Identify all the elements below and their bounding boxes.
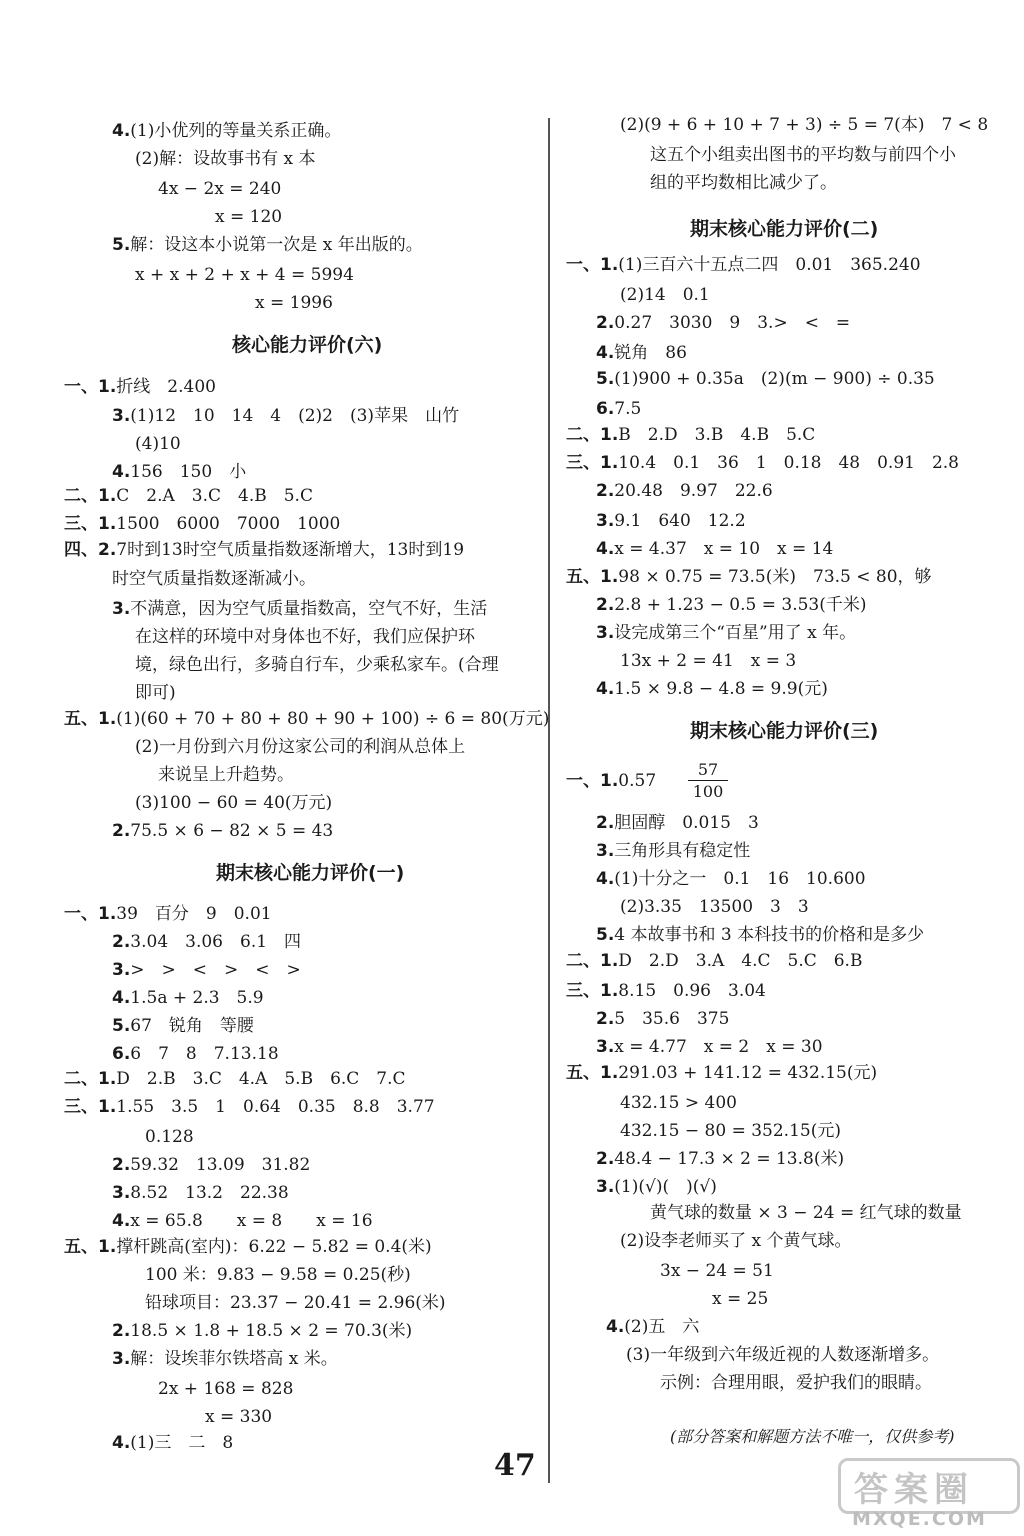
answer-text: (1)三百六十五点二四 0.01 365.240	[618, 255, 921, 275]
answer-line	[566, 978, 766, 1004]
answer-line	[112, 1013, 254, 1039]
answer-line	[596, 866, 866, 892]
answer-text: 432.15 − 80 = 352.15(元)	[620, 1121, 841, 1141]
item-number: 4.	[606, 1317, 625, 1337]
answer-line	[566, 768, 656, 794]
answer-line	[145, 1124, 194, 1150]
answer-text: (1)900 + 0.35a (2)(m − 900) ÷ 0.35	[614, 369, 935, 389]
answer-text: 设完成第三个“百星”用了 x 年。	[614, 623, 857, 643]
answer-text: 组的平均数相比减少了。	[650, 173, 837, 193]
item-number: 4.	[112, 988, 131, 1008]
answer-text: (2)解：设故事书有 x 本	[135, 149, 316, 169]
answer-text: > > < > < >	[130, 960, 301, 980]
item-number: 二、1.	[566, 951, 619, 971]
answer-text: (1)小优列的等量关系正确。	[130, 121, 342, 141]
answer-text: 胆固醇 0.015 3	[614, 813, 759, 833]
answer-text: (1)12 10 14 4 (2)2 (3)苹果 山竹	[130, 406, 460, 426]
answer-text: 0.27 3030 9 3.> < =	[614, 313, 851, 333]
answer-text: 三角形具有稳定性	[614, 841, 751, 861]
item-number: 4.	[112, 462, 131, 482]
fraction-denominator: 100	[692, 782, 724, 801]
answer-line	[596, 1006, 729, 1032]
answer-line	[255, 290, 333, 316]
answer-line	[135, 624, 475, 650]
answer-line	[112, 929, 301, 955]
answer-line	[566, 450, 959, 476]
answer-text: 1500 6000 7000 1000	[116, 514, 341, 534]
answer-line	[626, 1342, 939, 1368]
answer-text: D 2.D 3.A 4.C 5.C 6.B	[618, 951, 863, 971]
answer-line	[620, 282, 710, 308]
answer-line	[145, 1290, 446, 1316]
item-number: 一、1.	[566, 771, 619, 791]
answer-text: 3x − 24 = 51	[660, 1261, 774, 1281]
answer-line	[64, 706, 549, 732]
item-number: 2.	[112, 1155, 131, 1175]
answer-line	[596, 1174, 717, 1200]
item-number: 4.	[112, 1211, 131, 1231]
answer-line	[112, 1152, 310, 1178]
reference-note: (部分答案和解题方法不唯一，仅供参考)	[670, 1427, 955, 1446]
answer-text: 2x + 168 = 828	[158, 1379, 294, 1399]
answer-text: 0.128	[145, 1127, 194, 1147]
answer-text: 即可)	[135, 683, 176, 703]
answer-line	[596, 838, 750, 864]
answer-line	[660, 1370, 932, 1396]
answer-line	[64, 483, 313, 509]
answer-line	[596, 508, 746, 534]
answer-text: x = 65.8 x = 8 x = 16	[130, 1211, 373, 1231]
answer-text: 境，绿色出行，多骑自行车，少乘私家车。(合理	[135, 655, 499, 675]
answer-text: 1.55 3.5 1 0.64 0.35 8.8 3.77	[116, 1097, 435, 1117]
answer-line	[566, 252, 921, 278]
item-number: 6.	[112, 1044, 131, 1064]
answer-text: 在这样的环境中对身体也不好，我们应保护环	[135, 627, 475, 647]
answer-line	[158, 1376, 293, 1402]
answer-line	[620, 648, 796, 674]
answer-line	[135, 734, 465, 760]
answer-text: (1)(60 + 70 + 80 + 80 + 90 + 100) ÷ 6 = 80(万元)	[116, 709, 550, 729]
answer-text: 67 锐角 等腰	[130, 1016, 254, 1036]
item-number: 一、1.	[64, 377, 117, 397]
section-title: 核心能力评价(六)	[232, 334, 383, 356]
answer-text: (3)一年级到六年级近视的人数逐渐增多。	[626, 1345, 940, 1365]
item-number: 5.	[596, 369, 615, 389]
answer-line	[112, 566, 316, 592]
answer-line	[145, 1262, 411, 1288]
answer-line	[620, 1090, 737, 1116]
answer-text: 98 × 0.75 = 73.5(米) 73.5 < 80，够	[618, 567, 932, 587]
fraction-numerator: 57	[697, 760, 719, 779]
answer-text: 18.5 × 1.8 + 18.5 × 2 = 70.3(米)	[130, 1321, 413, 1341]
answer-line	[135, 790, 332, 816]
answer-text: (2)(9 + 6 + 10 + 7 + 3) ÷ 5 = 7(本) 7 < 8	[620, 115, 989, 135]
item-number: 五、1.	[566, 567, 619, 587]
answer-text: 撑杆跳高(室内)：6.22 − 5.82 = 0.4(米)	[116, 1237, 432, 1257]
item-number: 3.	[596, 841, 615, 861]
answer-text: B 2.D 3.B 4.B 5.C	[618, 425, 816, 445]
item-number: 一、1.	[64, 904, 117, 924]
answer-text: (1)(√)( )(√)	[614, 1177, 717, 1197]
answer-text: 59.32 13.09 31.82	[130, 1155, 311, 1175]
answer-line	[650, 142, 956, 168]
answer-line	[215, 204, 282, 230]
fraction-bar	[688, 780, 728, 781]
answer-text: 7时到13时空气质量指数逐渐增大，13时到19	[116, 540, 465, 560]
item-number: 4.	[112, 1433, 131, 1453]
answer-line	[205, 1404, 272, 1430]
answer-line	[112, 1430, 233, 1456]
answer-line	[566, 564, 932, 590]
answer-line	[596, 478, 773, 504]
answer-line	[620, 894, 809, 920]
answer-text: 8.15 0.96 3.04	[618, 981, 766, 1001]
answer-line	[596, 676, 828, 702]
item-number: 三、1.	[566, 453, 619, 473]
answer-text: 解：设埃菲尔铁塔高 x 米。	[130, 1349, 338, 1369]
answer-line	[112, 403, 459, 429]
answer-text: x = 25	[712, 1289, 769, 1309]
fraction	[688, 760, 728, 801]
answer-text: (1)三 二 8	[130, 1433, 234, 1453]
answer-text: 黄气球的数量 × 3 − 24 = 红气球的数量	[650, 1203, 962, 1223]
item-number: 二、1.	[64, 486, 117, 506]
answer-line	[135, 431, 181, 457]
item-number: 2.	[596, 813, 615, 833]
answer-text: 3.04 3.06 6.1 四	[130, 932, 302, 952]
answer-line	[712, 1286, 768, 1312]
item-number: 3.	[596, 1037, 615, 1057]
item-number: 3.	[112, 406, 131, 426]
item-number: 二、1.	[64, 1069, 117, 1089]
answer-text: 48.4 − 17.3 × 2 = 13.8(米)	[614, 1149, 845, 1169]
answer-text: x = 120	[215, 207, 283, 227]
answer-text: x = 330	[205, 1407, 273, 1427]
item-number: 2.	[112, 821, 131, 841]
answer-line	[64, 374, 216, 400]
answer-text: (4)10	[135, 434, 181, 454]
answer-line	[566, 422, 815, 448]
item-number: 4.	[596, 679, 615, 699]
item-number: 3.	[112, 960, 131, 980]
answer-text: 这五个小组卖出图书的平均数与前四个小	[650, 145, 956, 165]
answer-text: x = 1996	[255, 293, 333, 313]
answer-text: 4 本故事书和 3 本科技书的价格和是多少	[614, 925, 925, 945]
item-number: 4.	[112, 121, 131, 141]
item-number: 3.	[596, 623, 615, 643]
section-title: 期末核心能力评价(一)	[216, 862, 405, 884]
answer-line	[135, 146, 315, 172]
answer-text: (2)3.35 13500 3 3	[620, 897, 809, 917]
answer-text: 锐角 86	[614, 343, 687, 363]
answer-line	[158, 762, 294, 788]
answer-line	[112, 1318, 412, 1344]
item-number: 2.	[596, 1149, 615, 1169]
answer-text: 解：设这本小说第一次是 x 年出版的。	[130, 235, 423, 255]
answer-text: C 2.A 3.C 4.B 5.C	[116, 486, 313, 506]
item-number: 五、1.	[64, 709, 117, 729]
answer-text: 100 米：9.83 − 9.58 = 0.25(秒)	[145, 1265, 411, 1285]
item-number: 4.	[596, 343, 615, 363]
answer-line	[596, 620, 856, 646]
answer-text: x = 4.77 x = 2 x = 30	[614, 1037, 823, 1057]
answer-line	[596, 810, 759, 836]
page-number: 47	[494, 1448, 536, 1483]
answer-line	[135, 262, 354, 288]
item-number: 五、1.	[566, 1063, 619, 1083]
answer-text: 13x + 2 = 41 x = 3	[620, 651, 797, 671]
answer-line	[566, 948, 862, 974]
item-number: 2.	[596, 481, 615, 501]
answer-text: (3)100 − 60 = 40(万元)	[135, 793, 333, 813]
item-number: 一、1.	[566, 255, 619, 275]
answer-line	[620, 1118, 841, 1144]
answer-text: 9.1 640 12.2	[614, 511, 746, 531]
item-number: 四、2.	[64, 540, 117, 560]
item-number: 二、1.	[566, 425, 619, 445]
item-number: 5.	[596, 925, 615, 945]
answer-line	[596, 1146, 844, 1172]
item-number: 3.	[112, 599, 131, 619]
item-number: 3.	[112, 1183, 131, 1203]
answer-text: 0.57	[618, 771, 657, 791]
answer-line	[596, 592, 867, 618]
item-number: 6.	[596, 399, 615, 419]
watermark-url: MXQE.COM	[852, 1508, 987, 1530]
answer-text: 6 7 8 7.13.18	[130, 1044, 279, 1064]
answer-text: 不满意，因为空气质量指数高，空气不好，生活	[130, 599, 488, 619]
answer-line	[566, 1060, 877, 1086]
item-number: 3.	[112, 1349, 131, 1369]
answer-line	[64, 901, 272, 927]
answer-line	[112, 1180, 289, 1206]
answer-line	[135, 652, 499, 678]
answer-text: 20.48 9.97 22.6	[614, 481, 773, 501]
answer-text: 39 百分 9 0.01	[116, 904, 272, 924]
answer-line	[596, 1034, 823, 1060]
item-number: 5.	[112, 235, 131, 255]
column-divider	[548, 118, 550, 1483]
item-number: 3.	[596, 511, 615, 531]
item-number: 三、1.	[64, 1097, 117, 1117]
answer-line	[650, 1200, 962, 1226]
answer-text: 4x − 2x = 240	[158, 179, 282, 199]
answer-line	[606, 1314, 699, 1340]
answer-line	[64, 1094, 435, 1120]
answer-text: (1)十分之一 0.1 16 10.600	[614, 869, 866, 889]
answer-line	[112, 232, 423, 258]
answer-line	[596, 396, 641, 422]
answer-line	[596, 340, 687, 366]
answer-text: 432.15 > 400	[620, 1093, 737, 1113]
answer-text: 时空气质量指数逐渐减小。	[112, 569, 316, 589]
answer-line	[112, 957, 301, 983]
answer-line	[64, 511, 340, 537]
answer-text: 来说呈上升趋势。	[158, 765, 294, 785]
answer-line	[596, 922, 924, 948]
item-number: 三、1.	[566, 981, 619, 1001]
answer-line	[112, 818, 333, 844]
item-number: 2.	[112, 932, 131, 952]
item-number: 三、1.	[64, 514, 117, 534]
answer-line	[112, 118, 341, 144]
answer-text: 291.03 + 141.12 = 432.15(元)	[618, 1063, 878, 1083]
item-number: 2.	[596, 313, 615, 333]
watermark-logo	[838, 1458, 1014, 1528]
answer-text: 折线 2.400	[116, 377, 216, 397]
answer-line	[660, 1258, 774, 1284]
answer-text: 7.5	[614, 399, 642, 419]
answer-line	[112, 596, 487, 622]
answer-line	[650, 170, 837, 196]
section-title: 期末核心能力评价(二)	[690, 218, 879, 240]
item-number: 五、1.	[64, 1237, 117, 1257]
answer-text: (2)五 六	[624, 1317, 700, 1337]
answer-line	[135, 680, 176, 706]
answer-text: 156 150 小	[130, 462, 247, 482]
section-title: 期末核心能力评价(三)	[690, 720, 879, 742]
watermark-title: 答案圈	[854, 1470, 974, 1510]
answer-line	[64, 1234, 432, 1260]
answer-text: x = 4.37 x = 10 x = 14	[614, 539, 834, 559]
answer-line	[112, 1208, 373, 1234]
answer-line	[64, 537, 464, 563]
answer-line	[112, 1346, 338, 1372]
answer-line	[112, 1041, 279, 1067]
answer-line	[158, 176, 281, 202]
answer-text: 2.8 + 1.23 − 0.5 = 3.53(千米)	[614, 595, 867, 615]
answer-text: (2)设李老师买了 x 个黄气球。	[620, 1231, 852, 1251]
answer-text: 10.4 0.1 36 1 0.18 48 0.91 2.8	[618, 453, 960, 473]
answer-line	[596, 310, 850, 336]
answer-line	[596, 536, 833, 562]
answer-text: 75.5 × 6 − 82 × 5 = 43	[130, 821, 334, 841]
answer-text: 5 35.6 375	[614, 1009, 730, 1029]
answer-line	[620, 1228, 851, 1254]
answer-text: x + x + 2 + x + 4 = 5994	[135, 265, 354, 285]
answer-text: (2)一月份到六月份这家公司的利润从总体上	[135, 737, 466, 757]
item-number: 4.	[596, 869, 615, 889]
item-number: 3.	[596, 1177, 615, 1197]
item-number: 2.	[596, 595, 615, 615]
answer-line	[112, 459, 246, 485]
item-number: 2.	[596, 1009, 615, 1029]
answer-text: 1.5 × 9.8 − 4.8 = 9.9(元)	[614, 679, 828, 699]
answer-text: 示例：合理用眼，爱护我们的眼睛。	[660, 1373, 932, 1393]
answer-text: (2)14 0.1	[620, 285, 710, 305]
answer-line	[596, 366, 935, 392]
answer-text: 1.5a + 2.3 5.9	[130, 988, 264, 1008]
answer-text: D 2.B 3.C 4.A 5.B 6.C 7.C	[116, 1069, 406, 1089]
item-number: 2.	[112, 1321, 131, 1341]
item-number: 5.	[112, 1016, 131, 1036]
answer-text: 铅球项目：23.37 − 20.41 = 2.96(米)	[145, 1293, 446, 1313]
answer-line	[64, 1066, 406, 1092]
item-number: 4.	[596, 539, 615, 559]
answer-text: 8.52 13.2 22.38	[130, 1183, 289, 1203]
answer-line	[112, 985, 264, 1011]
answer-line	[620, 112, 988, 138]
